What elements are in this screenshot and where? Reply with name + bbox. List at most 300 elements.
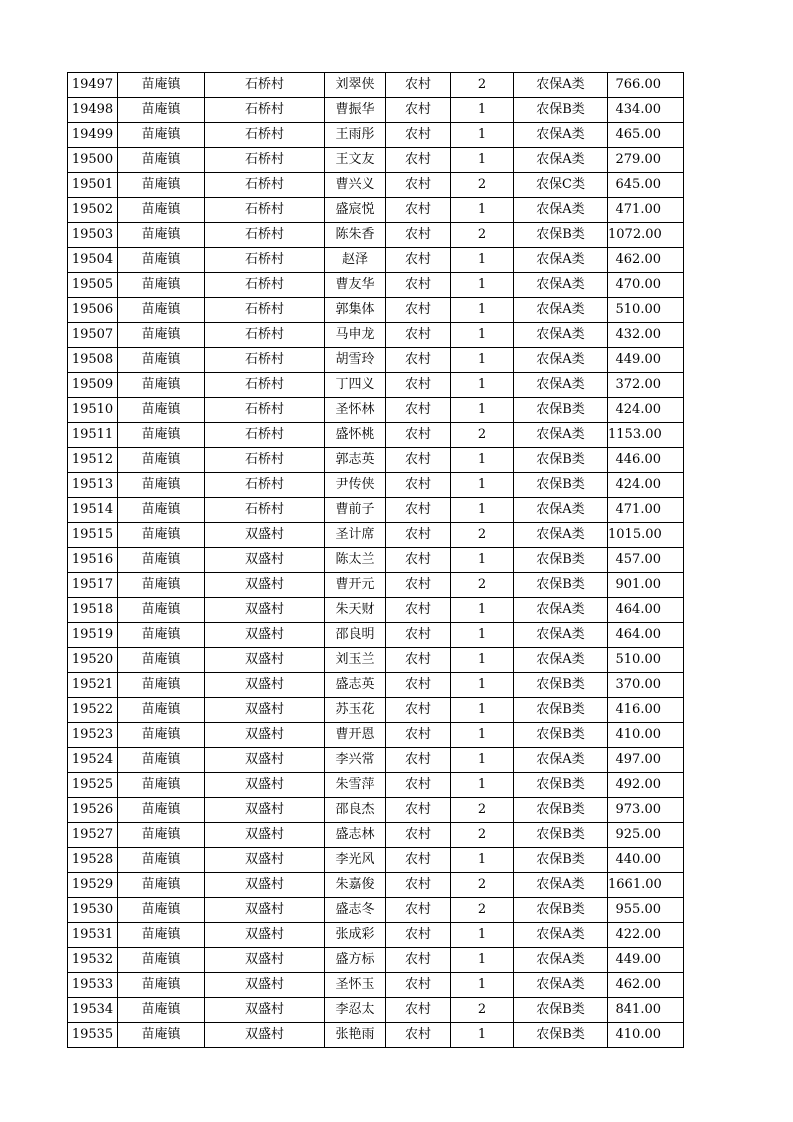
cell-person-name: 郭集体 — [325, 298, 386, 323]
table-row — [68, 848, 684, 873]
table-row — [68, 373, 684, 398]
cell-amount: 422.00 — [608, 923, 684, 948]
cell-record-id: 19525 — [68, 773, 118, 798]
table-row — [68, 673, 684, 698]
cell-person-count: 1 — [451, 398, 514, 423]
cell-town: 苗庵镇 — [118, 473, 205, 498]
cell-record-id: 19533 — [68, 973, 118, 998]
cell-insurance-category: 农保A类 — [514, 648, 608, 673]
cell-town: 苗庵镇 — [118, 198, 205, 223]
cell-record-id: 19522 — [68, 698, 118, 723]
cell-insurance-category: 农保B类 — [514, 848, 608, 873]
cell-insurance-category: 农保A类 — [514, 248, 608, 273]
cell-village: 双盛村 — [205, 998, 325, 1023]
table-row — [68, 698, 684, 723]
cell-amount: 471.00 — [608, 498, 684, 523]
cell-village: 石桥村 — [205, 198, 325, 223]
cell-town: 苗庵镇 — [118, 173, 205, 198]
cell-person-name: 赵泽 — [325, 248, 386, 273]
table-row — [68, 523, 684, 548]
cell-person-name: 曹前子 — [325, 498, 386, 523]
cell-person-count: 1 — [451, 273, 514, 298]
cell-insurance-category: 农保A类 — [514, 323, 608, 348]
cell-record-id: 19519 — [68, 623, 118, 648]
cell-amount: 465.00 — [608, 123, 684, 148]
cell-amount: 510.00 — [608, 298, 684, 323]
cell-household-type: 农村 — [386, 923, 451, 948]
cell-amount: 497.00 — [608, 748, 684, 773]
cell-record-id: 19501 — [68, 173, 118, 198]
cell-amount: 510.00 — [608, 648, 684, 673]
cell-person-name: 王文友 — [325, 148, 386, 173]
table-row — [68, 998, 684, 1023]
cell-record-id: 19497 — [68, 73, 118, 98]
cell-household-type: 农村 — [386, 898, 451, 923]
table-body — [68, 73, 684, 1048]
cell-amount: 973.00 — [608, 798, 684, 823]
cell-person-name: 盛志林 — [325, 823, 386, 848]
cell-record-id: 19517 — [68, 573, 118, 598]
cell-household-type: 农村 — [386, 398, 451, 423]
cell-village: 石桥村 — [205, 473, 325, 498]
cell-person-name: 朱嘉俊 — [325, 873, 386, 898]
cell-household-type: 农村 — [386, 623, 451, 648]
cell-insurance-category: 农保B类 — [514, 698, 608, 723]
cell-insurance-category: 农保B类 — [514, 573, 608, 598]
cell-person-name: 曹振华 — [325, 98, 386, 123]
table-row — [68, 1023, 684, 1048]
table-row — [68, 248, 684, 273]
cell-person-count: 1 — [451, 648, 514, 673]
cell-person-count: 1 — [451, 973, 514, 998]
cell-household-type: 农村 — [386, 973, 451, 998]
cell-person-name: 圣计席 — [325, 523, 386, 548]
cell-person-name: 陈太兰 — [325, 548, 386, 573]
cell-person-count: 1 — [451, 323, 514, 348]
cell-household-type: 农村 — [386, 648, 451, 673]
table-row — [68, 98, 684, 123]
cell-record-id: 19503 — [68, 223, 118, 248]
cell-record-id: 19513 — [68, 473, 118, 498]
cell-record-id: 19500 — [68, 148, 118, 173]
cell-amount: 449.00 — [608, 348, 684, 373]
cell-amount: 434.00 — [608, 98, 684, 123]
cell-insurance-category: 农保B类 — [514, 548, 608, 573]
cell-household-type: 农村 — [386, 448, 451, 473]
table-row — [68, 448, 684, 473]
cell-village: 石桥村 — [205, 248, 325, 273]
cell-insurance-category: 农保A类 — [514, 148, 608, 173]
cell-person-count: 2 — [451, 898, 514, 923]
cell-household-type: 农村 — [386, 723, 451, 748]
cell-household-type: 农村 — [386, 773, 451, 798]
cell-person-name: 王雨彤 — [325, 123, 386, 148]
cell-insurance-category: 农保B类 — [514, 473, 608, 498]
cell-person-count: 1 — [451, 673, 514, 698]
cell-household-type: 农村 — [386, 473, 451, 498]
cell-record-id: 19524 — [68, 748, 118, 773]
cell-person-name: 尹传侠 — [325, 473, 386, 498]
cell-amount: 372.00 — [608, 373, 684, 398]
cell-person-name: 盛方标 — [325, 948, 386, 973]
cell-household-type: 农村 — [386, 998, 451, 1023]
cell-record-id: 19521 — [68, 673, 118, 698]
cell-insurance-category: 农保A类 — [514, 873, 608, 898]
cell-record-id: 19527 — [68, 823, 118, 848]
cell-amount: 410.00 — [608, 723, 684, 748]
cell-town: 苗庵镇 — [118, 723, 205, 748]
cell-person-count: 1 — [451, 773, 514, 798]
cell-household-type: 农村 — [386, 173, 451, 198]
cell-town: 苗庵镇 — [118, 898, 205, 923]
cell-amount: 464.00 — [608, 598, 684, 623]
cell-person-count: 1 — [451, 148, 514, 173]
cell-person-name: 邵良杰 — [325, 798, 386, 823]
cell-village: 石桥村 — [205, 398, 325, 423]
cell-person-name: 胡雪玲 — [325, 348, 386, 373]
table-row — [68, 273, 684, 298]
cell-insurance-category: 农保A类 — [514, 498, 608, 523]
table-row — [68, 323, 684, 348]
cell-amount: 925.00 — [608, 823, 684, 848]
cell-record-id: 19508 — [68, 348, 118, 373]
cell-town: 苗庵镇 — [118, 773, 205, 798]
cell-record-id: 19499 — [68, 123, 118, 148]
cell-town: 苗庵镇 — [118, 948, 205, 973]
cell-person-count: 2 — [451, 173, 514, 198]
table-row — [68, 823, 684, 848]
cell-person-count: 1 — [451, 598, 514, 623]
cell-household-type: 农村 — [386, 348, 451, 373]
cell-town: 苗庵镇 — [118, 73, 205, 98]
cell-person-name: 马申龙 — [325, 323, 386, 348]
cell-household-type: 农村 — [386, 148, 451, 173]
cell-person-name: 盛怀桃 — [325, 423, 386, 448]
cell-person-name: 曹兴义 — [325, 173, 386, 198]
cell-person-count: 1 — [451, 498, 514, 523]
cell-town: 苗庵镇 — [118, 223, 205, 248]
cell-insurance-category: 农保A类 — [514, 523, 608, 548]
table-row — [68, 498, 684, 523]
cell-village: 石桥村 — [205, 298, 325, 323]
cell-town: 苗庵镇 — [118, 423, 205, 448]
cell-amount: 462.00 — [608, 973, 684, 998]
cell-record-id: 19509 — [68, 373, 118, 398]
table-row — [68, 898, 684, 923]
cell-person-name: 李忍太 — [325, 998, 386, 1023]
cell-record-id: 19529 — [68, 873, 118, 898]
cell-record-id: 19514 — [68, 498, 118, 523]
cell-town: 苗庵镇 — [118, 1023, 205, 1048]
cell-person-count: 1 — [451, 723, 514, 748]
cell-amount: 449.00 — [608, 948, 684, 973]
cell-insurance-category: 农保A类 — [514, 348, 608, 373]
cell-town: 苗庵镇 — [118, 923, 205, 948]
cell-village: 石桥村 — [205, 423, 325, 448]
cell-town: 苗庵镇 — [118, 823, 205, 848]
cell-person-count: 2 — [451, 823, 514, 848]
cell-household-type: 农村 — [386, 948, 451, 973]
table-row — [68, 973, 684, 998]
cell-village: 双盛村 — [205, 898, 325, 923]
cell-person-name: 刘玉兰 — [325, 648, 386, 673]
cell-person-count: 1 — [451, 1023, 514, 1048]
cell-amount: 446.00 — [608, 448, 684, 473]
cell-person-name: 曹友华 — [325, 273, 386, 298]
cell-town: 苗庵镇 — [118, 623, 205, 648]
cell-village: 石桥村 — [205, 498, 325, 523]
cell-amount: 766.00 — [608, 73, 684, 98]
cell-record-id: 19531 — [68, 923, 118, 948]
cell-person-name: 曹开元 — [325, 573, 386, 598]
cell-household-type: 农村 — [386, 298, 451, 323]
cell-household-type: 农村 — [386, 323, 451, 348]
cell-village: 双盛村 — [205, 648, 325, 673]
table-row — [68, 923, 684, 948]
cell-town: 苗庵镇 — [118, 298, 205, 323]
cell-insurance-category: 农保A类 — [514, 598, 608, 623]
cell-village: 双盛村 — [205, 848, 325, 873]
cell-insurance-category: 农保B类 — [514, 898, 608, 923]
cell-household-type: 农村 — [386, 273, 451, 298]
cell-record-id: 19516 — [68, 548, 118, 573]
cell-household-type: 农村 — [386, 598, 451, 623]
cell-amount: 1072.00 — [608, 223, 684, 248]
cell-record-id: 19502 — [68, 198, 118, 223]
cell-household-type: 农村 — [386, 248, 451, 273]
table-row — [68, 173, 684, 198]
cell-record-id: 19510 — [68, 398, 118, 423]
cell-insurance-category: 农保A类 — [514, 198, 608, 223]
cell-amount: 457.00 — [608, 548, 684, 573]
cell-household-type: 农村 — [386, 373, 451, 398]
cell-record-id: 19526 — [68, 798, 118, 823]
cell-village: 石桥村 — [205, 98, 325, 123]
cell-person-name: 圣怀玉 — [325, 973, 386, 998]
cell-record-id: 19534 — [68, 998, 118, 1023]
cell-town: 苗庵镇 — [118, 148, 205, 173]
cell-record-id: 19523 — [68, 723, 118, 748]
cell-insurance-category: 农保B类 — [514, 773, 608, 798]
cell-insurance-category: 农保B类 — [514, 398, 608, 423]
cell-village: 双盛村 — [205, 923, 325, 948]
table-row — [68, 573, 684, 598]
cell-person-count: 1 — [451, 923, 514, 948]
cell-town: 苗庵镇 — [118, 548, 205, 573]
table-row — [68, 648, 684, 673]
cell-village: 双盛村 — [205, 548, 325, 573]
cell-record-id: 19504 — [68, 248, 118, 273]
cell-amount: 464.00 — [608, 623, 684, 648]
cell-person-name: 盛志冬 — [325, 898, 386, 923]
cell-insurance-category: 农保B类 — [514, 798, 608, 823]
cell-town: 苗庵镇 — [118, 398, 205, 423]
cell-amount: 440.00 — [608, 848, 684, 873]
table-row — [68, 148, 684, 173]
cell-village: 双盛村 — [205, 773, 325, 798]
cell-amount: 424.00 — [608, 473, 684, 498]
cell-village: 双盛村 — [205, 748, 325, 773]
table-row — [68, 873, 684, 898]
table-row — [68, 773, 684, 798]
cell-household-type: 农村 — [386, 498, 451, 523]
cell-village: 双盛村 — [205, 1023, 325, 1048]
cell-amount: 471.00 — [608, 198, 684, 223]
cell-household-type: 农村 — [386, 573, 451, 598]
cell-person-name: 朱天财 — [325, 598, 386, 623]
table-row — [68, 473, 684, 498]
cell-person-count: 2 — [451, 523, 514, 548]
cell-household-type: 农村 — [386, 748, 451, 773]
cell-village: 石桥村 — [205, 223, 325, 248]
cell-record-id: 19498 — [68, 98, 118, 123]
cell-insurance-category: 农保A类 — [514, 123, 608, 148]
cell-town: 苗庵镇 — [118, 873, 205, 898]
cell-amount: 416.00 — [608, 698, 684, 723]
cell-household-type: 农村 — [386, 98, 451, 123]
cell-insurance-category: 农保B类 — [514, 448, 608, 473]
cell-person-count: 1 — [451, 248, 514, 273]
cell-person-count: 2 — [451, 873, 514, 898]
cell-village: 石桥村 — [205, 323, 325, 348]
cell-person-count: 2 — [451, 573, 514, 598]
cell-amount: 1153.00 — [608, 423, 684, 448]
cell-person-name: 郭志英 — [325, 448, 386, 473]
cell-village: 双盛村 — [205, 698, 325, 723]
cell-insurance-category: 农保A类 — [514, 298, 608, 323]
cell-town: 苗庵镇 — [118, 648, 205, 673]
cell-village: 双盛村 — [205, 948, 325, 973]
cell-person-name: 邵良明 — [325, 623, 386, 648]
cell-household-type: 农村 — [386, 848, 451, 873]
cell-town: 苗庵镇 — [118, 323, 205, 348]
cell-village: 石桥村 — [205, 173, 325, 198]
cell-household-type: 农村 — [386, 548, 451, 573]
cell-household-type: 农村 — [386, 198, 451, 223]
cell-insurance-category: 农保A类 — [514, 748, 608, 773]
cell-town: 苗庵镇 — [118, 373, 205, 398]
cell-person-count: 1 — [451, 948, 514, 973]
cell-person-count: 2 — [451, 223, 514, 248]
cell-person-count: 1 — [451, 623, 514, 648]
cell-person-count: 1 — [451, 448, 514, 473]
cell-person-name: 丁四义 — [325, 373, 386, 398]
cell-person-count: 1 — [451, 348, 514, 373]
cell-insurance-category: 农保A类 — [514, 73, 608, 98]
table-row — [68, 123, 684, 148]
cell-person-count: 2 — [451, 998, 514, 1023]
data-table — [67, 72, 684, 1048]
cell-person-name: 朱雪萍 — [325, 773, 386, 798]
cell-amount: 470.00 — [608, 273, 684, 298]
cell-insurance-category: 农保A类 — [514, 973, 608, 998]
cell-insurance-category: 农保B类 — [514, 998, 608, 1023]
cell-person-count: 2 — [451, 423, 514, 448]
cell-household-type: 农村 — [386, 1023, 451, 1048]
table-row — [68, 423, 684, 448]
cell-town: 苗庵镇 — [118, 248, 205, 273]
cell-town: 苗庵镇 — [118, 748, 205, 773]
cell-town: 苗庵镇 — [118, 348, 205, 373]
cell-person-name: 盛宸悦 — [325, 198, 386, 223]
cell-record-id: 19506 — [68, 298, 118, 323]
cell-insurance-category: 农保A类 — [514, 423, 608, 448]
cell-insurance-category: 农保B类 — [514, 723, 608, 748]
cell-village: 石桥村 — [205, 148, 325, 173]
cell-town: 苗庵镇 — [118, 98, 205, 123]
cell-record-id: 19505 — [68, 273, 118, 298]
cell-person-name: 张成彩 — [325, 923, 386, 948]
cell-town: 苗庵镇 — [118, 973, 205, 998]
cell-person-count: 1 — [451, 848, 514, 873]
cell-town: 苗庵镇 — [118, 998, 205, 1023]
cell-household-type: 农村 — [386, 73, 451, 98]
cell-amount: 432.00 — [608, 323, 684, 348]
cell-household-type: 农村 — [386, 523, 451, 548]
cell-insurance-category: 农保B类 — [514, 98, 608, 123]
cell-village: 双盛村 — [205, 798, 325, 823]
cell-person-count: 1 — [451, 198, 514, 223]
cell-amount: 645.00 — [608, 173, 684, 198]
cell-insurance-category: 农保B类 — [514, 823, 608, 848]
cell-town: 苗庵镇 — [118, 273, 205, 298]
cell-amount: 492.00 — [608, 773, 684, 798]
cell-person-name: 曹开恩 — [325, 723, 386, 748]
cell-town: 苗庵镇 — [118, 498, 205, 523]
cell-person-name: 苏玉花 — [325, 698, 386, 723]
cell-household-type: 农村 — [386, 123, 451, 148]
cell-amount: 462.00 — [608, 248, 684, 273]
cell-town: 苗庵镇 — [118, 673, 205, 698]
table-row — [68, 398, 684, 423]
cell-insurance-category: 农保B类 — [514, 1023, 608, 1048]
cell-village: 双盛村 — [205, 523, 325, 548]
cell-household-type: 农村 — [386, 223, 451, 248]
cell-household-type: 农村 — [386, 423, 451, 448]
cell-village: 石桥村 — [205, 273, 325, 298]
cell-record-id: 19518 — [68, 598, 118, 623]
cell-town: 苗庵镇 — [118, 598, 205, 623]
cell-person-name: 盛志英 — [325, 673, 386, 698]
cell-person-name: 陈朱香 — [325, 223, 386, 248]
cell-amount: 901.00 — [608, 573, 684, 598]
cell-household-type: 农村 — [386, 798, 451, 823]
table-row — [68, 598, 684, 623]
cell-village: 双盛村 — [205, 823, 325, 848]
cell-record-id: 19528 — [68, 848, 118, 873]
table-row — [68, 73, 684, 98]
cell-town: 苗庵镇 — [118, 848, 205, 873]
cell-village: 双盛村 — [205, 873, 325, 898]
cell-person-count: 2 — [451, 73, 514, 98]
cell-record-id: 19512 — [68, 448, 118, 473]
table-row — [68, 198, 684, 223]
cell-person-name: 李光风 — [325, 848, 386, 873]
table-row — [68, 623, 684, 648]
cell-town: 苗庵镇 — [118, 523, 205, 548]
cell-amount: 410.00 — [608, 1023, 684, 1048]
cell-person-name: 张艳雨 — [325, 1023, 386, 1048]
table-row — [68, 948, 684, 973]
cell-insurance-category: 农保A类 — [514, 273, 608, 298]
cell-person-count: 1 — [451, 548, 514, 573]
cell-village: 石桥村 — [205, 73, 325, 98]
cell-record-id: 19530 — [68, 898, 118, 923]
table-row — [68, 348, 684, 373]
cell-household-type: 农村 — [386, 673, 451, 698]
cell-record-id: 19515 — [68, 523, 118, 548]
cell-town: 苗庵镇 — [118, 698, 205, 723]
